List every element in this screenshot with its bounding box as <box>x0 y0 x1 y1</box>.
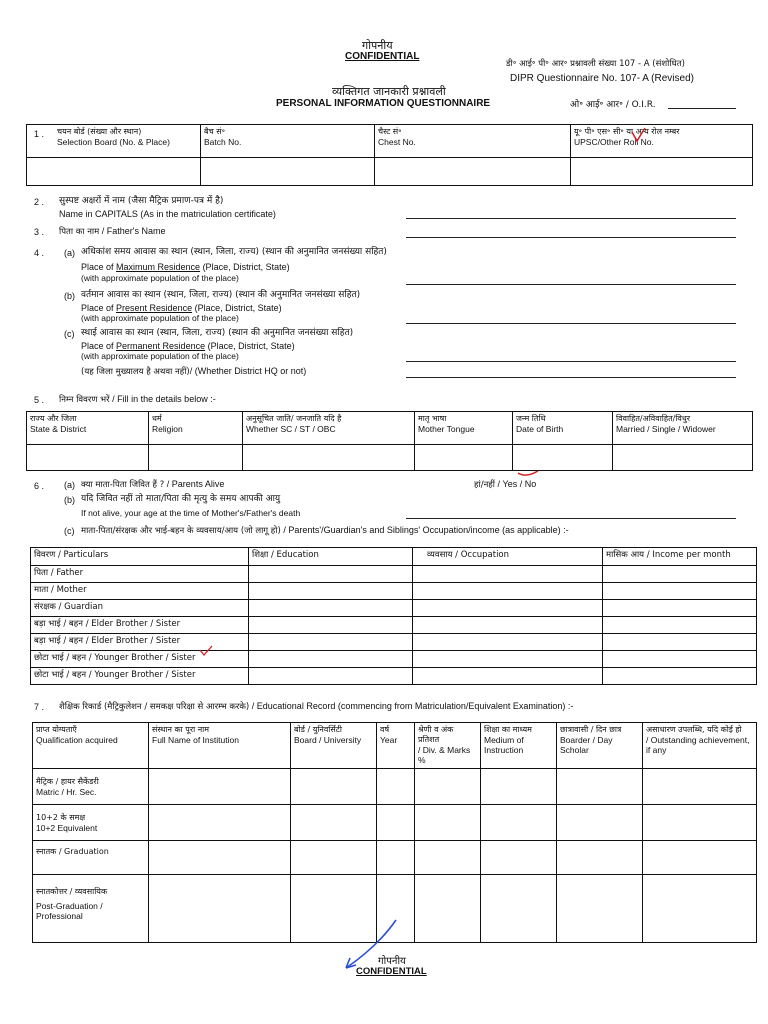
institution-header: संस्थान का पूरा नाम Full Name of Institution <box>149 723 291 769</box>
footer-confidential-en: CONFIDENTIAL <box>356 966 427 977</box>
q6b-hi: यदि जिवित नहीं तो माता/पिता की मृत्यु के समय आपकी आयु <box>81 494 281 504</box>
q7-label: शैक्षिक रिकार्ड (मैट्रिकुलेशन / समकक्ष परिक्षा से आरम्भ करके) / Educational Record (commencing from Matriculation/Equivalent Examination) :- <box>59 701 574 712</box>
q1-number: 1 . <box>34 129 45 139</box>
oir-label: ओ॰ आई॰ आर॰ / O.I.R. <box>570 100 656 110</box>
edu-row-label: स्नातक / Graduation <box>33 841 149 875</box>
board-header: बोर्ड / युनिवर्सिटी Board / University <box>291 723 377 769</box>
edu-row-label: स्नातकोत्तर / व्यवसायिक Post-Graduation / Professional <box>33 875 149 943</box>
q6-number: 6 . <box>34 481 45 491</box>
q4a-label: (a) <box>64 248 75 258</box>
q4b-en: Place of Present Residence (Place, District, State) <box>81 303 282 313</box>
header-confidential-en: CONFIDENTIAL <box>345 51 420 62</box>
header-confidential-hi: गोपनीय <box>362 39 393 52</box>
q2-label-hi: सुस्पष्ट अक्षरों में नाम (जैसा मैट्रिक प्रमाण-पत्र में है) <box>59 196 224 206</box>
boarder-header: छात्रावासी / दिन छात्र Boarder / Day Scholar <box>557 723 643 769</box>
q5-label: निम्न विवरण भरें / Fill in the details below :- <box>59 394 216 405</box>
q6c-text: माता-पिता/संरक्षक और भाई-बहन के व्यवसाय/आय (जो लागू हो) / Parents'/Guardian's and Siblings' Occupation/income (as applicable) :- <box>81 525 569 536</box>
q4c-en: Place of Permanent Residence (Place, District, State) <box>81 341 295 351</box>
form-number-hi: डी॰ आई॰ पी॰ आर॰ प्रश्नावली संख्या 107 - A (संशोधित) <box>506 59 685 69</box>
q6a-text: क्या माता-पिता जिवित हैं ? / Parents Alive <box>81 479 225 490</box>
q4a-hi: अधिकांश समय आवास का स्थान (स्थान, जिला, राज्य) (स्थान की अनुमानित जनसंख्या सहित) <box>81 247 387 257</box>
edu-row-label: मैट्रिक / हायर सैकेंडरी Matric / Hr. Sec. <box>33 769 149 805</box>
q6b-label: (b) <box>64 495 75 505</box>
q3-number: 3 . <box>34 227 45 237</box>
title-hi: व्यक्तिगत जानकारी प्रश्नावली <box>332 85 446 98</box>
state-district-header: राज्य और जिला State & District <box>27 412 149 445</box>
caste-header: अनुसूचित जाति/ जनजाति यदि है Whether SC / ST / OBC <box>243 412 415 445</box>
q4-number: 4 . <box>34 248 45 258</box>
q2-label-en: Name in CAPITALS (As in the matriculation certificate) <box>59 209 276 219</box>
div-marks-header: श्रेणी व अंक प्रतिशत / Div. & Marks % <box>415 723 481 769</box>
q3-label: पिता का नाम / Father's Name <box>59 226 166 237</box>
red-tick-roll-no-icon <box>632 128 645 141</box>
q4c-hi: स्थाई आवास का स्थान (स्थान, जिला, राज्य) (स्थान की अनुमानित जनसंख्या सहित) <box>81 328 354 338</box>
education-header: शिक्षा / Education <box>249 548 413 566</box>
family-row-label: संरक्षक / Guardian <box>31 600 249 617</box>
income-header: मासिक आय / Income per month <box>603 548 757 566</box>
year-header: वर्ष Year <box>377 723 415 769</box>
chest-no-header: चैस्ट सं॰ Chest No. <box>375 125 571 158</box>
red-tick-sibling-icon <box>200 646 212 655</box>
q6b-en: If not alive, your age at the time of Mother's/Father's death <box>81 508 301 518</box>
q6a-options[interactable]: हां/नहीं / Yes / No <box>474 479 537 490</box>
title-en: PERSONAL INFORMATION QUESTIONNAIRE <box>276 98 491 109</box>
particulars-header: विवरण / Particulars <box>31 548 249 566</box>
edu-row-label: 10+2 के समक्ष 10+2 Equivalent <box>33 805 149 841</box>
family-row-label: पिता / Father <box>31 566 249 583</box>
medium-header: शिक्षा का माध्यम Medium of Instruction <box>481 723 557 769</box>
q4b-hi: वर्तमान आवास का स्थान (स्थान, जिला, राज्य) (स्थान की अनुमानित जनसंख्या सहित) <box>81 290 361 300</box>
q7-number: 7 . <box>34 702 45 712</box>
family-row-label: बड़ा भाई / बहन / Elder Brother / Sister <box>31 617 249 634</box>
family-row-label: छोटा भाई / बहन / Younger Brother / Sister <box>31 651 249 668</box>
q4c-en2: (with approximate population of the place) <box>81 351 239 361</box>
blue-arrow-icon <box>346 920 396 968</box>
q4c-label: (c) <box>64 329 75 339</box>
footer-confidential-hi: गोपनीय <box>378 956 406 967</box>
family-row-label: बड़ा भाई / बहन / Elder Brother / Sister <box>31 634 249 651</box>
mother-tongue-header: मातृ भाषा Mother Tongue <box>415 412 513 445</box>
family-row-label: माता / Mother <box>31 583 249 600</box>
qualification-header: प्राप्त योग्यताएँ Qualification acquired <box>33 723 149 769</box>
marital-status-header: विवाहित/अविवाहित/विधुर Married / Single / Widower <box>613 412 753 445</box>
family-row-label: छोटा भाई / बहन / Younger Brother / Sister <box>31 668 249 685</box>
q2-number: 2 . <box>34 197 45 207</box>
dob-header: जन्म तिथि Date of Birth <box>513 412 613 445</box>
q4a-en2: (with approximate population of the place) <box>81 273 239 283</box>
q4c-hq: (यह जिला मुख्यालय है अथवा नहीं)/ (Whether District HQ or not) <box>81 366 307 377</box>
religion-header: धर्म Religion <box>149 412 243 445</box>
roll-no-header: यू॰ पी॰ एस॰ सी॰ या अन्य रोल नम्बर UPSC/Other Roll No. <box>571 125 753 158</box>
achievement-header: असाधारण उपलब्धि, यदि कोई हो / Outstanding achievement, if any <box>643 723 757 769</box>
q4b-en2: (with approximate population of the place) <box>81 313 239 323</box>
q4a-en: Place of Maximum Residence (Place, District, State) <box>81 262 290 272</box>
q4b-label: (b) <box>64 291 75 301</box>
red-tick-yes-icon <box>518 471 538 475</box>
occupation-header: व्यवसाय / Occupation <box>413 548 603 566</box>
form-number-en: DIPR Questionnaire No. 107- A (Revised) <box>510 73 694 84</box>
q6a-label: (a) <box>64 480 75 490</box>
batch-no-header: बैच सं॰ Batch No. <box>201 125 375 158</box>
q5-number: 5 . <box>34 395 45 405</box>
q6c-label: (c) <box>64 526 75 536</box>
selection-board-header: चयन बोर्ड (संख्या और स्थान) Selection Board (No. & Place) <box>27 125 201 158</box>
